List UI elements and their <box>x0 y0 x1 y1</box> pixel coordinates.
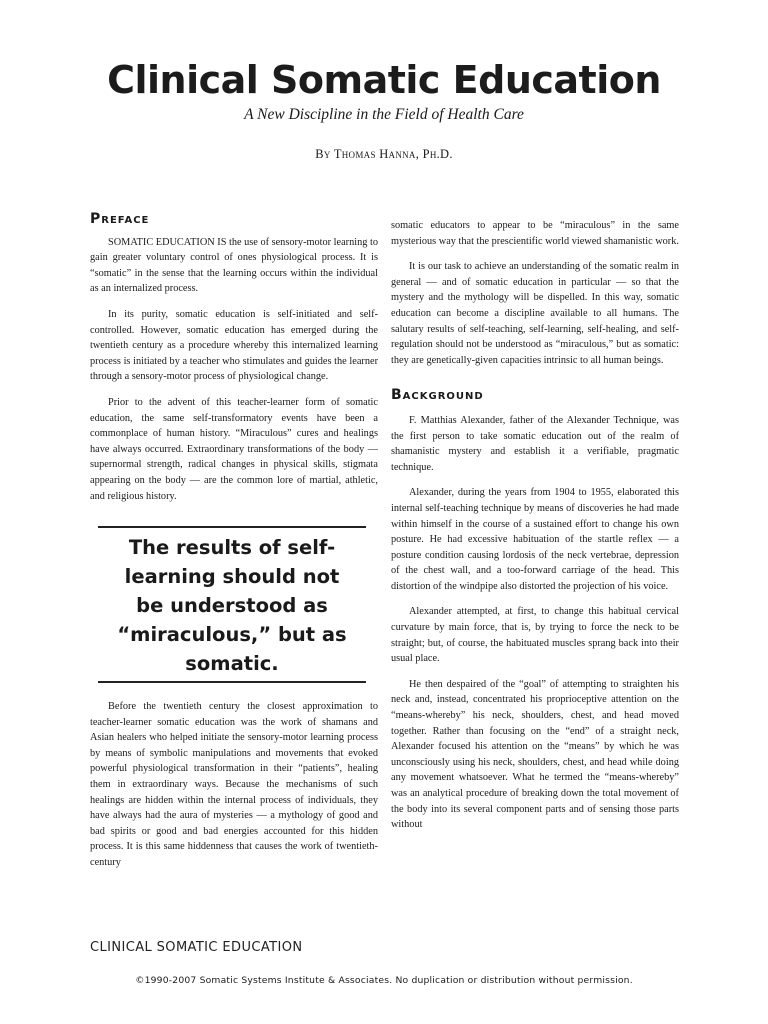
section-heading-preface: Preface <box>90 212 150 227</box>
paragraph-continued: somatic educators to appear to be “miraculous” in the same mysterious way that the prescientific world viewed shamanistic work. <box>391 220 679 247</box>
page-subtitle: A New Discipline in the Field of Health Care <box>244 106 524 123</box>
paragraph: Prior to the advent of this teacher-learner form of somatic education, the same self-transformatory events have been a commonplace of human history. “Miraculous” cures and healings have always occurred. Extraordinary transformations of the body — supernormal strength, radical changes in physical skills, stigmata appearing on the body — are the common lore of martial, athletic, and religious history. <box>90 396 378 502</box>
section-heading-background: Background <box>391 387 484 404</box>
pull-quote-text: The results of self-learning should not be understood as “miraculous,” but as somatic. <box>117 536 347 676</box>
paragraph: In its purity, somatic education is self-initiated and self-controlled. However, somatic education has emerged during the twentieth century as a procedure whereby this internalized learning process is initiated by a teacher who stimulates and guides the learner through a sensory-motor process of physiological change. <box>90 308 378 383</box>
page-title: Clinical Somatic Education <box>107 58 661 102</box>
paragraph: Alexander, during the years from 1904 to 1955, elaborated this internal self-teaching technique by means of discoveries he had made within himself in the course of a sustained effort to change his own posture. He had excessive habituation of the startle reflex — a posture condition causing lordosis of the neck vertebrae, depression of the chest wall, and a too-forward carriage of the head. This distortion of the windpipe also distorted the projection of his voice. <box>391 487 679 592</box>
paragraph: Before the twentieth century the closest approximation to teacher-learner somatic education was the work of shamans and Asian healers who helped initiate the sensory-motor learning process by means of symbolic manipulations and movements that evoked powerful physiological transformation in their “patients”, healing them in extraordinary ways. Because the mechanisms of such healings are hidden within the internal process of individuals, they have always had the aura of mysteries — a mythology of good and bad spirits or good and bad energies accounted for this hidden process. It is this same hiddenness that causes the work of twentieth-century <box>90 701 378 869</box>
paragraph: Alexander attempted, at first, to change this habitual cervical curvature by main force, that is, by trying to force the neck to be straight; but, of course, the habituated muscles sprang back into their usual place. <box>391 606 679 665</box>
running-footer-title: CLINICAL SOMATIC EDUCATION <box>90 940 303 955</box>
paragraph: He then despaired of the “goal” of attempting to straighten his neck and, instead, concentrated his proprioceptive attention on the “means-whereby” his neck, shoulders, chest, and head moved together. Rather than focusing on the “end” of a straight neck, Alexander focused his attention on the “means” by which he was unconsciously using his neck, shoulders, chest, and head while doing any movement whatsoever. What he termed the “means-whereby” was an analytical procedure of breaking down the total movement of the body into its several component parts and of sensing those parts without <box>391 678 679 831</box>
paragraph: It is our task to achieve an understanding of the somatic realm in general — and of somatic education in particular — so that the mystery and the mythology will be dispelled. In this way, somatic education can become a discipline available to all humans. The salutary results of self-teaching, self-learning, self-healing, and self-regulation should not be understood as “miraculous,” but as somatic: they are genetically-given capacities intrinsic to all human beings. <box>391 261 679 366</box>
pull-quote <box>98 526 366 683</box>
paragraph: SOMATIC EDUCATION IS the use of sensory-motor learning to gain greater voluntary control of ones physiological process. It is “somatic” in the sense that the learning occurs within the individual as an internalized process. <box>90 236 378 295</box>
right-column <box>391 218 679 938</box>
paragraph: F. Matthias Alexander, father of the Alexander Technique, was the first person to take somatic education out of the realm of shamanistic mystery and establish it a verifiable, pragmatic technique. <box>391 414 679 473</box>
left-column <box>90 212 378 932</box>
copyright-notice: ©1990-2007 Somatic Systems Institute & Associates. No duplication or distribution without permission. <box>135 975 633 986</box>
author-byline: By Thomas Hanna, Ph.D. <box>315 147 453 161</box>
